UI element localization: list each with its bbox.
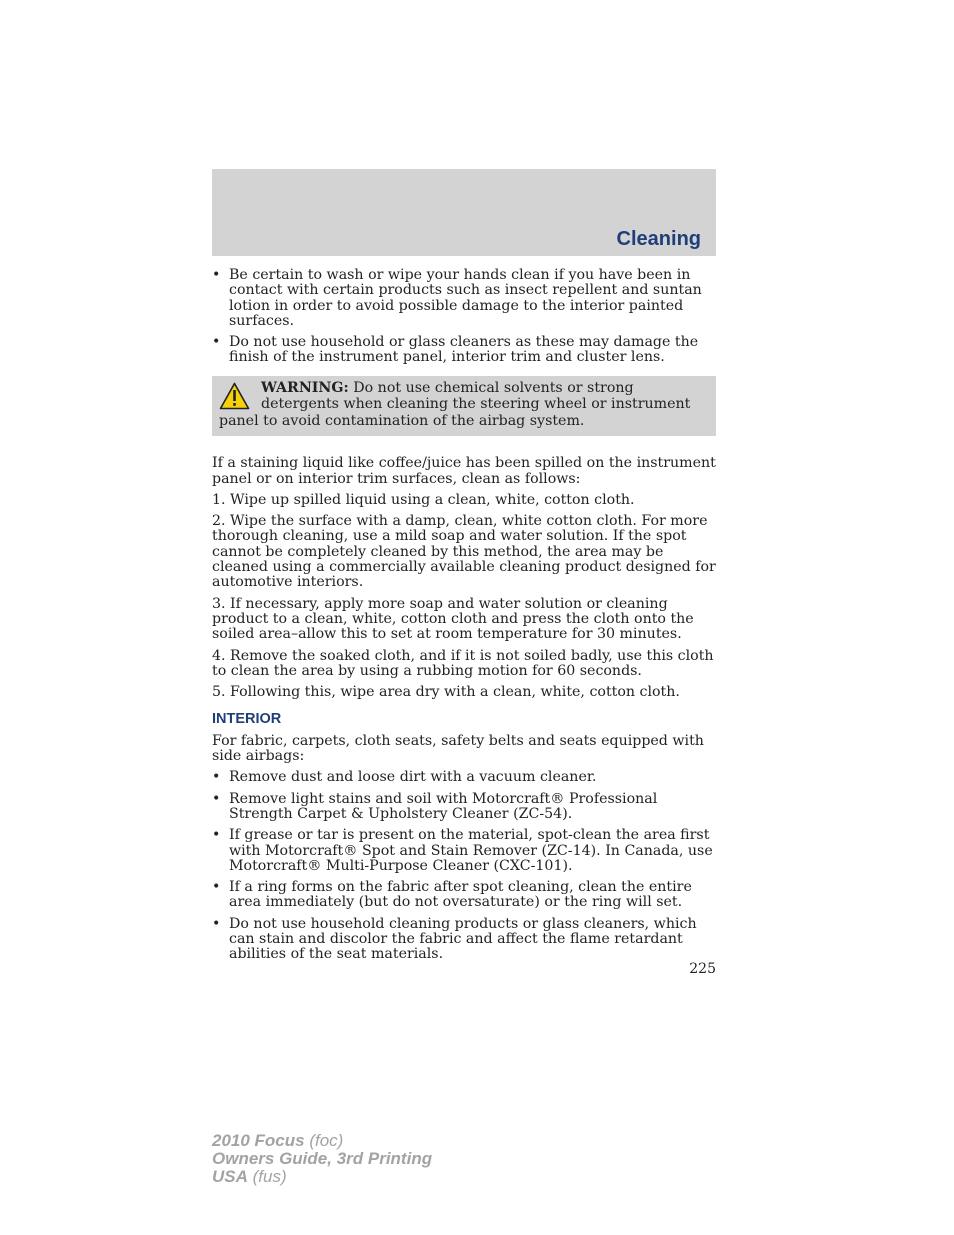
- bullet-item: [212, 828, 716, 874]
- intro-paragraph: If a staining liquid like coffee/juice has been spilled on the instrument panel or on interior trim surfaces, clean as follows:: [212, 455, 716, 487]
- step-3: 3. If necessary, apply more soap and water solution or cleaning product to a clean, white, cotton cloth and press the cloth onto the soiled area–allow this to set at room temperature for 30 minutes.: [212, 595, 694, 643]
- bullet-dot: •: [212, 769, 221, 786]
- interior-intro: For fabric, carpets, cloth seats, safety belts and seats equipped with side airbags:: [212, 732, 704, 765]
- page-number: 225: [689, 961, 716, 977]
- footer-model: 2010 Focus: [212, 1131, 305, 1150]
- bullet-item: [212, 792, 716, 823]
- footer-model-code: (foc): [304, 1131, 344, 1150]
- bullet-item: [212, 335, 716, 366]
- bullet-item: [212, 880, 716, 911]
- bullet-text: If grease or tar is present on the material, spot-clean the area first with Motorcraft® Spot and Stain Remover (ZC-14). In Canada, use Motorcraft® Multi-Purpose Cleaner (CXC-101).: [229, 827, 713, 874]
- bullet-dot: •: [212, 915, 221, 932]
- chapter-header-band: [212, 169, 716, 256]
- bullet-dot: •: [212, 827, 221, 844]
- step-4: 4. Remove the soaked cloth, and if it is not soiled badly, use this cloth to clean the area by using a rubbing motion for 60 seconds.: [212, 647, 714, 679]
- bullet-text: Remove dust and loose dirt with a vacuum cleaner.: [229, 769, 597, 786]
- bullet-text: Be certain to wash or wipe your hands clean if you have been in contact with certain products such as insect repellent and suntan lotion in order to avoid possible damage to the interior painted surfaces.: [229, 267, 702, 329]
- footer-line-region: [212, 1168, 432, 1186]
- bullet-text: Do not use household cleaning products or glass cleaners, which can stain and discolor the fabric and affect the flame retardant abilities of the seat materials.: [229, 915, 697, 963]
- page-content: [212, 268, 716, 969]
- footer-region-code: (fus): [247, 1167, 287, 1186]
- bullet-item: [212, 770, 716, 785]
- chapter-title: Cleaning: [616, 228, 701, 250]
- warning-triangle-icon: [219, 382, 250, 410]
- interior-heading: INTERIOR: [212, 711, 282, 728]
- bullet-dot: •: [212, 790, 221, 807]
- bullet-text: If a ring forms on the fabric after spot cleaning, clean the entire area immediately (but do not oversaturate) or the ring will set.: [229, 879, 692, 911]
- footer-line-model: [212, 1132, 432, 1150]
- bullet-dot: •: [212, 334, 221, 351]
- warning-text: Do not use chemical solvents or strong detergents when cleaning the steering wheel or instrument panel to avoid contamination of the airbag system.: [219, 379, 691, 429]
- warning-box: [212, 376, 716, 437]
- footer-imprint: [212, 1132, 432, 1186]
- footer-region: USA: [212, 1167, 248, 1186]
- bullet-text: Do not use household or glass cleaners as these may damage the finish of the instrument panel, interior trim and cluster lens.: [229, 334, 699, 366]
- step-2: 2. Wipe the surface with a damp, clean, white cotton cloth. For more thorough cleaning, use a mild soap and water solution. If the spot cannot be completely cleaned by this method, the area may be cleaned using a commercially available cleaning product designed for automotive interiors.: [212, 513, 716, 591]
- bullet-item: [212, 917, 716, 963]
- step-1: 1. Wipe up spilled liquid using a clean, white, cotton cloth.: [212, 491, 635, 508]
- bullet-item: [212, 268, 716, 329]
- warning-label: WARNING:: [261, 379, 349, 396]
- step-5: 5. Following this, wipe area dry with a clean, white, cotton cloth.: [212, 684, 680, 701]
- bullet-text: Remove light stains and soil with Motorcraft® Professional Strength Carpet & Upholstery Cleaner (ZC-54).: [229, 790, 658, 822]
- footer-line-guide: Owners Guide, 3rd Printing: [212, 1149, 433, 1168]
- bullet-dot: •: [212, 267, 221, 283]
- bullet-dot: •: [212, 879, 221, 896]
